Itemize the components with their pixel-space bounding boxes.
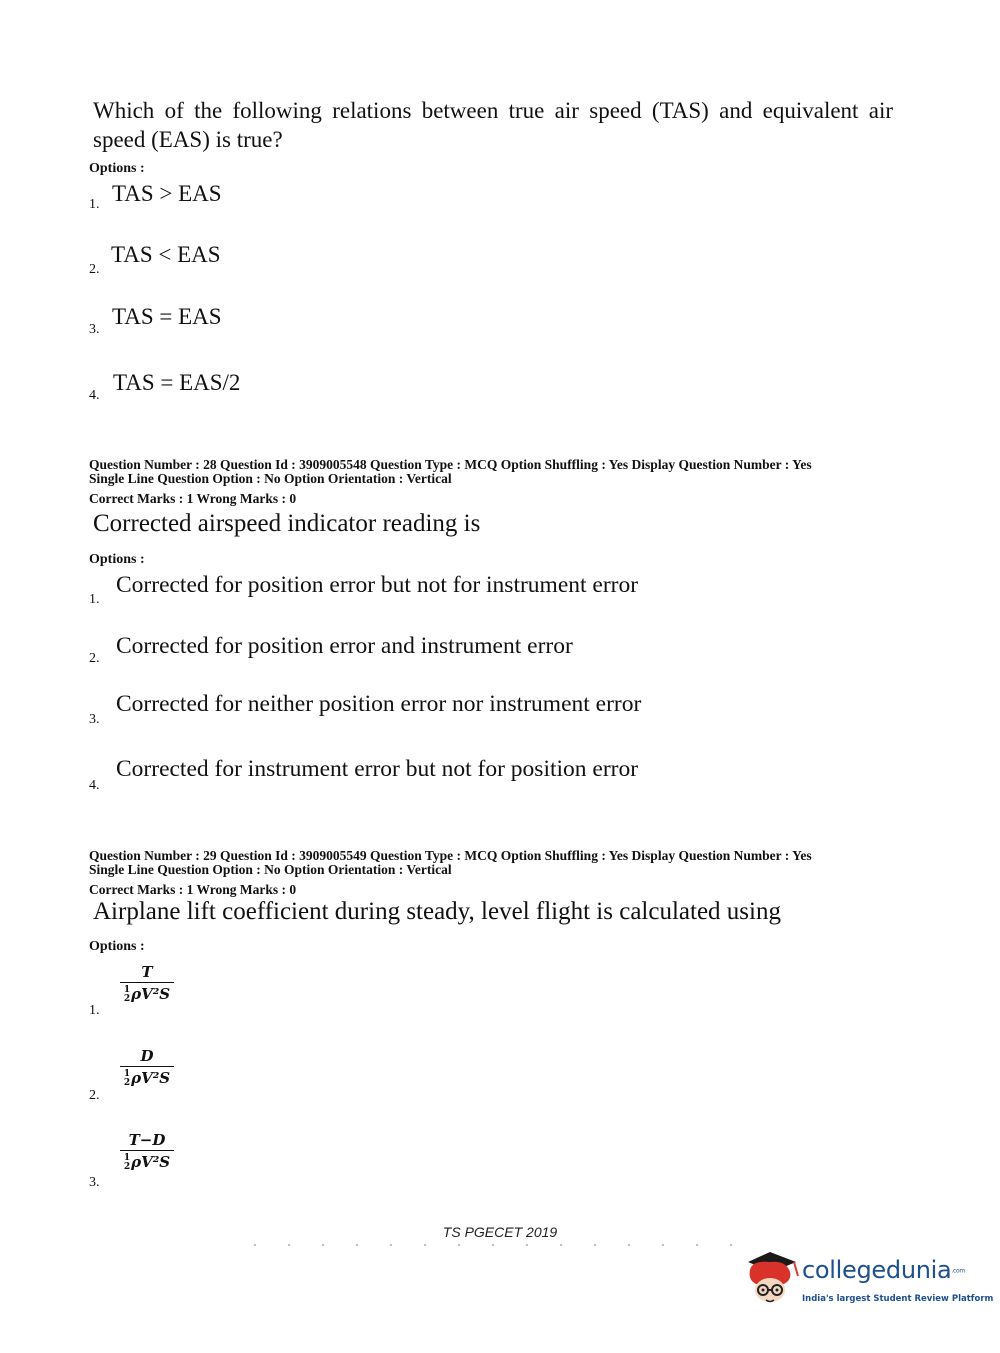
exam-footer: TS PGECET 2019	[442, 1224, 558, 1240]
one-half: 1 2	[123, 1069, 131, 1088]
q28-meta-line-1: Question Number : 28 Question Id : 3909005548 Question Type : MCQ Option Shuffling : Yes Display Question Number : Yes	[89, 457, 812, 472]
q27-option-2-number: 2.	[89, 262, 100, 277]
formula-denominator: 1 2 ρV²S	[123, 1069, 171, 1088]
q27-option-3[interactable]: TAS = EAS	[112, 304, 222, 329]
one-half: 1 2	[123, 985, 131, 1004]
q29-option-2-formula[interactable]	[119, 1046, 175, 1089]
question-28-text: Corrected airspeed indicator reading is	[93, 510, 481, 537]
one-half: 1 2	[123, 1153, 131, 1172]
q29-option-3-number: 3.	[89, 1175, 100, 1190]
q28-option-3-number: 3.	[89, 712, 100, 727]
footer-divider	[238, 1244, 758, 1246]
q28-marks: Correct Marks : 1 Wrong Marks : 0	[89, 491, 297, 506]
formula-numerator: D	[140, 1047, 154, 1065]
q28-option-1-number: 1.	[89, 592, 100, 607]
q29-option-1-number: 1.	[89, 1003, 100, 1018]
formula-numerator: T−D	[128, 1131, 166, 1149]
q28-option-4-number: 4.	[89, 778, 100, 793]
q27-option-4-number: 4.	[89, 388, 100, 403]
q29-marks: Correct Marks : 1 Wrong Marks : 0	[89, 882, 297, 897]
logo-wordmark: collegedunia.com	[802, 1256, 965, 1284]
collegedunia-logo[interactable]	[740, 1246, 994, 1318]
q29-meta-line-1: Question Number : 29 Question Id : 3909005549 Question Type : MCQ Option Shuffling : Yes Display Question Number : Yes	[89, 848, 812, 863]
q29-option-1-formula[interactable]	[119, 962, 175, 1005]
q29-option-3-formula[interactable]	[119, 1130, 175, 1173]
question-27-text: Which of the following relations between true air speed (TAS) and equivalent air speed (EAS) is true?	[93, 98, 893, 152]
q29-option-2-number: 2.	[89, 1088, 100, 1103]
mascot-icon	[740, 1246, 804, 1318]
q27-option-4[interactable]: TAS = EAS/2	[113, 370, 241, 395]
question-29-text: Airplane lift coefficient during steady, level flight is calculated using	[93, 898, 781, 925]
q28-meta-line-2: Single Line Question Option : No Option Orientation : Vertical	[89, 471, 452, 486]
q28-options-label: Options :	[89, 552, 145, 567]
q29-options-label: Options :	[89, 939, 145, 954]
q27-option-1-number: 1.	[89, 197, 100, 212]
q27-option-2[interactable]: TAS < EAS	[111, 242, 221, 267]
q28-option-2-number: 2.	[89, 651, 100, 666]
formula-numerator: T	[141, 963, 153, 981]
q28-option-1[interactable]: Corrected for position error but not for instrument error	[116, 572, 639, 598]
q27-options-label: Options :	[89, 161, 145, 176]
logo-tagline: India's largest Student Review Platform	[802, 1294, 994, 1304]
q28-option-3[interactable]: Corrected for neither position error nor instrument error	[116, 691, 642, 717]
q29-meta-line-2: Single Line Question Option : No Option Orientation : Vertical	[89, 862, 452, 877]
formula-denominator: 1 2 ρV²S	[123, 985, 171, 1004]
q28-option-4[interactable]: Corrected for instrument error but not for position error	[116, 756, 639, 782]
q27-option-3-number: 3.	[89, 322, 100, 337]
formula-denominator: 1 2 ρV²S	[123, 1153, 171, 1172]
q27-option-1[interactable]: TAS > EAS	[112, 181, 222, 206]
q28-option-2[interactable]: Corrected for position error and instrument error	[116, 633, 573, 659]
